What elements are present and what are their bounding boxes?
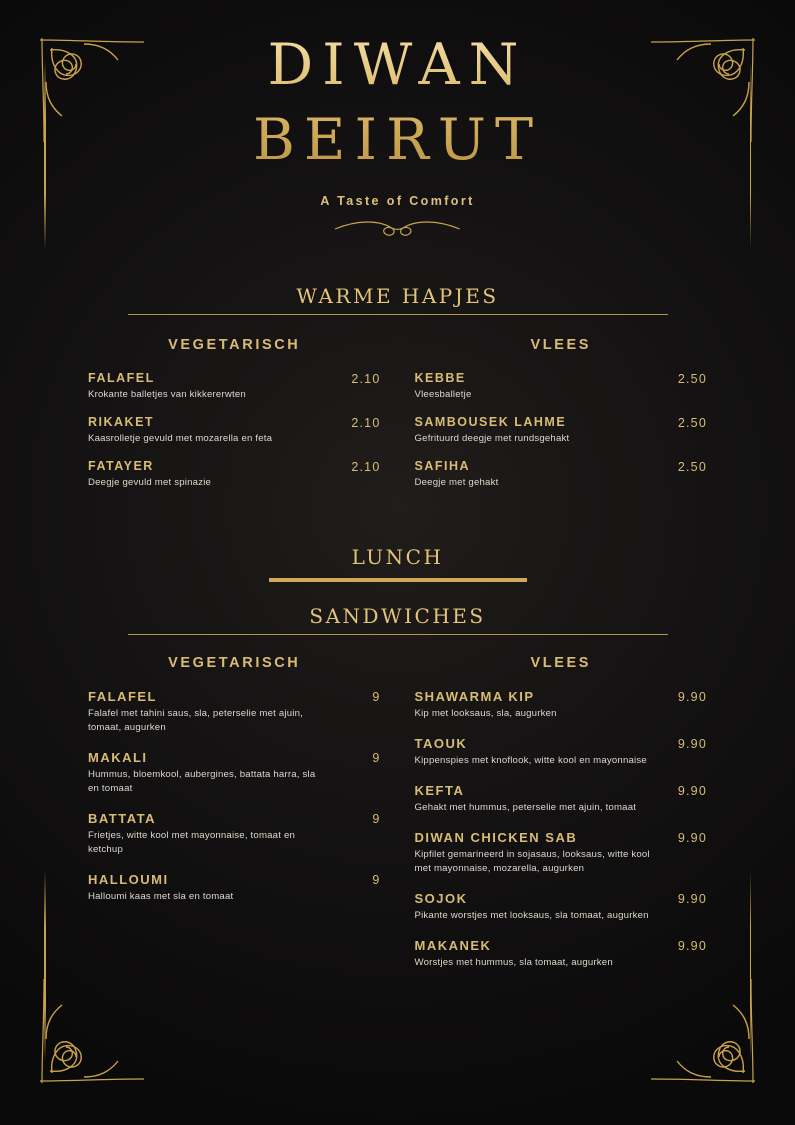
warme-hapjes-columns — [0, 337, 795, 503]
item-description: Kipfilet gemarineerd in sojasaus, looksaus, witte kool met mayonnaise, mozarella, augurken — [414, 848, 650, 874]
corner-ornament-bottom-right — [643, 971, 763, 1091]
warme-vegetarisch-column — [88, 337, 381, 503]
corner-ornament-bottom-left — [32, 971, 152, 1091]
item-description: Halloumi kaas met sla en tomaat — [88, 890, 234, 902]
item-name: MAKALI — [88, 750, 148, 765]
menu-item — [88, 811, 381, 857]
item-name: SAMBOUSEK LAHME — [414, 415, 567, 430]
flourish-divider-icon — [0, 216, 795, 242]
item-price: 2.50 — [677, 460, 707, 475]
item-price: 2.10 — [351, 372, 381, 387]
border-line-left-bottom — [44, 871, 46, 1061]
item-price: 9.90 — [677, 938, 707, 953]
menu-item — [415, 459, 708, 490]
menu-item — [88, 872, 381, 904]
column-heading-vlees: VLEES — [530, 655, 592, 672]
item-description: Pikante worstjes met looksaus, sla tomaat, augurken — [414, 909, 649, 921]
item-price: 9.90 — [677, 891, 707, 906]
item-description: Gefrituurd deegje met rundsgehakt — [414, 433, 570, 445]
item-price: 9.90 — [677, 830, 707, 845]
item-name: HALLOUMI — [88, 871, 169, 887]
item-description: Vleesballetje — [414, 389, 472, 401]
item-description: Kaasrolletje gevuld met mozarella en feta — [88, 433, 273, 445]
menu-item — [88, 689, 381, 735]
border-line-right-bottom — [750, 871, 752, 1061]
sandwiches-vegetarisch-column — [88, 655, 381, 984]
item-description: Worstjes met hummus, sla tomaat, augurken — [414, 956, 613, 968]
item-price: 9 — [372, 751, 381, 765]
item-description: Deegje gevuld met spinazie — [88, 477, 212, 489]
section-title-warme-hapjes: WARME HAPJES — [296, 284, 499, 309]
column-heading-vegetarisch: VEGETARISCH — [168, 337, 301, 354]
section-warme-hapjes-header — [0, 284, 795, 315]
item-description: Gehakt met hummus, peterselie met ajuin, tomaat — [414, 802, 637, 813]
menu-item — [415, 783, 708, 815]
sandwiches-vlees-column — [415, 655, 708, 984]
brand-line-1: DIWAN — [267, 32, 528, 98]
menu-item — [415, 415, 708, 446]
item-description: Kippenspies met knoflook, witte kool en mayonnaise — [414, 755, 647, 767]
menu-header — [0, 0, 795, 242]
item-price: 2.50 — [677, 416, 707, 431]
section-lunch-header — [0, 545, 795, 582]
menu-item — [415, 830, 708, 876]
item-price: 2.10 — [351, 460, 381, 475]
item-price: 2.10 — [351, 416, 381, 431]
item-name: KEBBE — [414, 371, 466, 386]
item-price: 9.90 — [677, 690, 707, 705]
item-name: MAKANEK — [414, 937, 492, 953]
item-description: Kip met looksaus, sla, augurken — [414, 708, 557, 720]
item-description: Frietjes, witte kool met mayonnaise, tomaat en ketchup — [88, 829, 296, 855]
menu-item — [88, 371, 381, 402]
item-name: RIKAKET — [88, 415, 155, 430]
border-line-right-top — [750, 60, 752, 250]
item-price: 9 — [372, 811, 381, 826]
item-name: FATAYER — [88, 459, 154, 474]
item-name: KEFTA — [414, 783, 465, 798]
menu-item — [415, 938, 708, 970]
divider-rule — [128, 314, 668, 315]
divider-rule-thick — [269, 578, 527, 582]
item-price: 9 — [372, 872, 381, 887]
item-name: TAOUK — [414, 736, 468, 752]
column-heading-vegetarisch: VEGETARISCH — [168, 655, 301, 672]
item-price: 9.90 — [677, 737, 707, 752]
column-heading-vlees: VLEES — [530, 337, 592, 354]
item-description: Krokante balletjes van kikkererwten — [88, 389, 246, 401]
tagline: A Taste of Comfort — [320, 194, 475, 209]
section-title-lunch: LUNCH — [351, 545, 444, 570]
warme-vlees-column — [415, 337, 708, 503]
item-name: DIWAN CHICKEN SAB — [414, 829, 578, 845]
menu-item — [415, 371, 708, 402]
item-name: SHAWARMA KIP — [414, 689, 535, 705]
menu-item — [415, 736, 708, 768]
item-price: 9.90 — [677, 784, 707, 798]
item-name: FALAFEL — [88, 689, 157, 705]
menu-item — [415, 891, 708, 923]
menu-item — [88, 750, 381, 796]
item-price: 2.50 — [677, 372, 707, 387]
item-name: BATTATA — [88, 810, 157, 826]
menu-item — [415, 689, 708, 721]
restaurant-name — [0, 28, 795, 178]
divider-rule — [128, 634, 668, 635]
brand-line-2: BEIRUT — [253, 107, 542, 174]
item-name: SAFIHA — [414, 459, 471, 474]
menu-item — [88, 459, 381, 490]
item-description: Falafel met tahini saus, sla, peterselie met ajuin, tomaat, augurken — [88, 708, 303, 734]
item-name: FALAFEL — [88, 371, 155, 386]
menu-item — [88, 415, 381, 446]
item-description: Hummus, bloemkool, aubergines, battata harra, sla en tomaat — [88, 769, 316, 794]
item-name: SOJOK — [414, 890, 468, 906]
item-price: 9 — [372, 690, 381, 705]
sandwiches-columns — [0, 655, 795, 984]
item-description: Deegje met gehakt — [414, 477, 499, 489]
section-sandwiches-header — [0, 604, 795, 635]
border-line-left-top — [44, 60, 46, 250]
section-title-sandwiches: SANDWICHES — [309, 604, 486, 629]
